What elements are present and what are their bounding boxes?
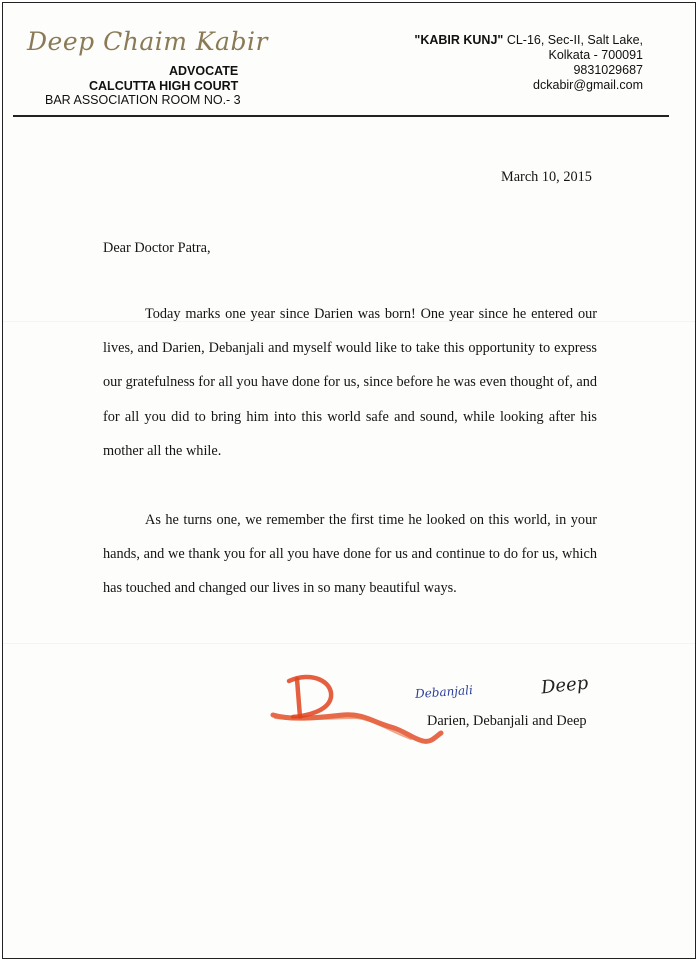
letterhead-title: ADVOCATE xyxy=(169,64,239,78)
body-paragraph-1: Today marks one year since Darien was born! One year since he entered our lives, and Darien, Debanjali and myself would like to take this opportunity to express our gratefulness for all you have done for us, since before he was even thought of, and for all you did to bring him into this world safe and sound, while looking after his mother all the while. xyxy=(103,306,597,459)
letterhead-address xyxy=(414,33,643,93)
letter-page xyxy=(2,2,696,959)
closing-names: Darien, Debanjali and Deep xyxy=(427,713,587,729)
address-line-1 xyxy=(414,33,643,48)
salutation: Dear Doctor Patra, xyxy=(103,240,211,256)
body-paragraph-2: As he turns one, we remember the first time he looked on this world, in your hands, and we thank you for all you have done for us and continue to do for us, which has touched and changed our lives in so many beautiful ways. xyxy=(103,512,597,597)
letter-date: March 10, 2015 xyxy=(501,169,592,185)
letterhead-court: CALCUTTA HIGH COURT xyxy=(89,79,239,93)
address-line-2: Kolkata - 700091 xyxy=(548,48,643,62)
crayon-d-signature xyxy=(263,665,453,755)
phone-number: 9831029687 xyxy=(573,63,643,77)
email-address: dckabir@gmail.com xyxy=(533,78,643,92)
address-house-name: "KABIR KUNJ" xyxy=(414,33,504,47)
letterhead-name: Deep Chaim Kabir xyxy=(27,27,268,56)
fold-line xyxy=(3,643,695,644)
signature-debanjali: Debanjali xyxy=(414,682,474,702)
address-street: CL-16, Sec-II, Salt Lake, xyxy=(503,33,643,47)
letterhead-room: BAR ASSOCIATION ROOM NO.- 3 xyxy=(45,93,241,107)
signature-deep: Deep xyxy=(540,672,590,699)
header-divider xyxy=(13,115,669,117)
